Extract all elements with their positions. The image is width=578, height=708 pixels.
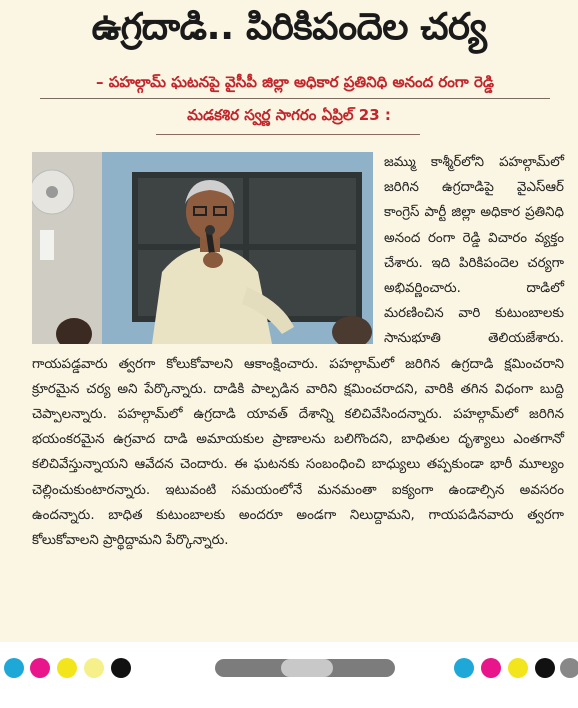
black-dot [111, 658, 131, 678]
dateline: మడకశిర స్వర్ణ సాగరం ఏప్రిల్ 23 : [187, 106, 391, 124]
gray-scale-highlight [281, 659, 333, 677]
article-paragraph: జమ్ము కాశ్మీర్‌లోని పహల్గామ్‌లో జరిగిన ఉగ్రదాడిపై వైఎస్‌ఆర్ కాంగ్రెస్ పార్టీ జిల్లా అధికార ప్రతినిధి అనంద రంగా రెడ్డి విచారం వ్యక్తం చేశారు. ఇది పిరికిపందెల చర్యగా అభివర్ణించారు. దాడిలో మరణించిన వారి కుటుంబాలకు సానుభూతి తెలియజేశారు. గాయపడ్డవారు త్వరగా కోలుకోవాలని ఆకాంక్షించారు. పహల్గామ్‌లో జరిగిన ఉగ్రదాడి క్షమించరాని క్రూరమైన చర్య అని పేర్కొన్నారు. దాడికి పాల్పడిన వారిని క్షమించరాదని, వారికి తగిన విధంగా బుద్ది చెప్పాలన్నారు. పహల్గామ్‌లో ఉగ్రదాడి యావత్ దేశాన్ని కలిచివేసిందన్నారు. పహల్గామ్‌లో జరిగిన భయంకరమైన ఉగ్రవాద దాడి అమాయకుల ప్రాణాలను బలిగొందని, బాధితుల దృశ్యాలు ఎంతగానో కలిచివేస్తున్నాయని ఆవేదన చెందారు. ఈ ఘటనకు సంబంధించి బాధ్యులు తప్పకుండా భారీ మూల్యం చెల్లించుకుంటారన్నారు. ఇటువంటి సమయంలోనే మనమంతా ఐక్యంగా ఉండాల్సిన అవసరం ఉందన్నారు. బాధిత కుటుంబాలకు అందరూ అండగా నిలుద్దామని, గాయపడినవారు త్వరగా కోలుకోవాలని ప్రార్థిద్దామని పేర్కొన్నారు. [32, 155, 564, 549]
magenta-dot-right [481, 658, 501, 678]
yellow-dot-right [508, 658, 528, 678]
print-registration-bar [0, 650, 578, 684]
cyan-dot [4, 658, 24, 678]
black-dot-right [535, 658, 555, 678]
cyan-dot-right [454, 658, 474, 678]
magenta-dot [30, 658, 50, 678]
light-yellow-dot [84, 658, 104, 678]
yellow-dot [57, 658, 77, 678]
photo-wrap-spacer [32, 150, 384, 348]
dateline-underline [156, 134, 420, 135]
gray-dot-right [560, 658, 578, 678]
article-body [32, 150, 564, 553]
subheadline: – పహల్గామ్ ఘటనపై వైసీపీ జిల్లా అధికార ప్రతినిధి అనంద రంగా రెడ్డి [40, 66, 550, 99]
headline: ఉగ్రదాడి.. పిరికిపందెల చర్య [91, 5, 487, 48]
